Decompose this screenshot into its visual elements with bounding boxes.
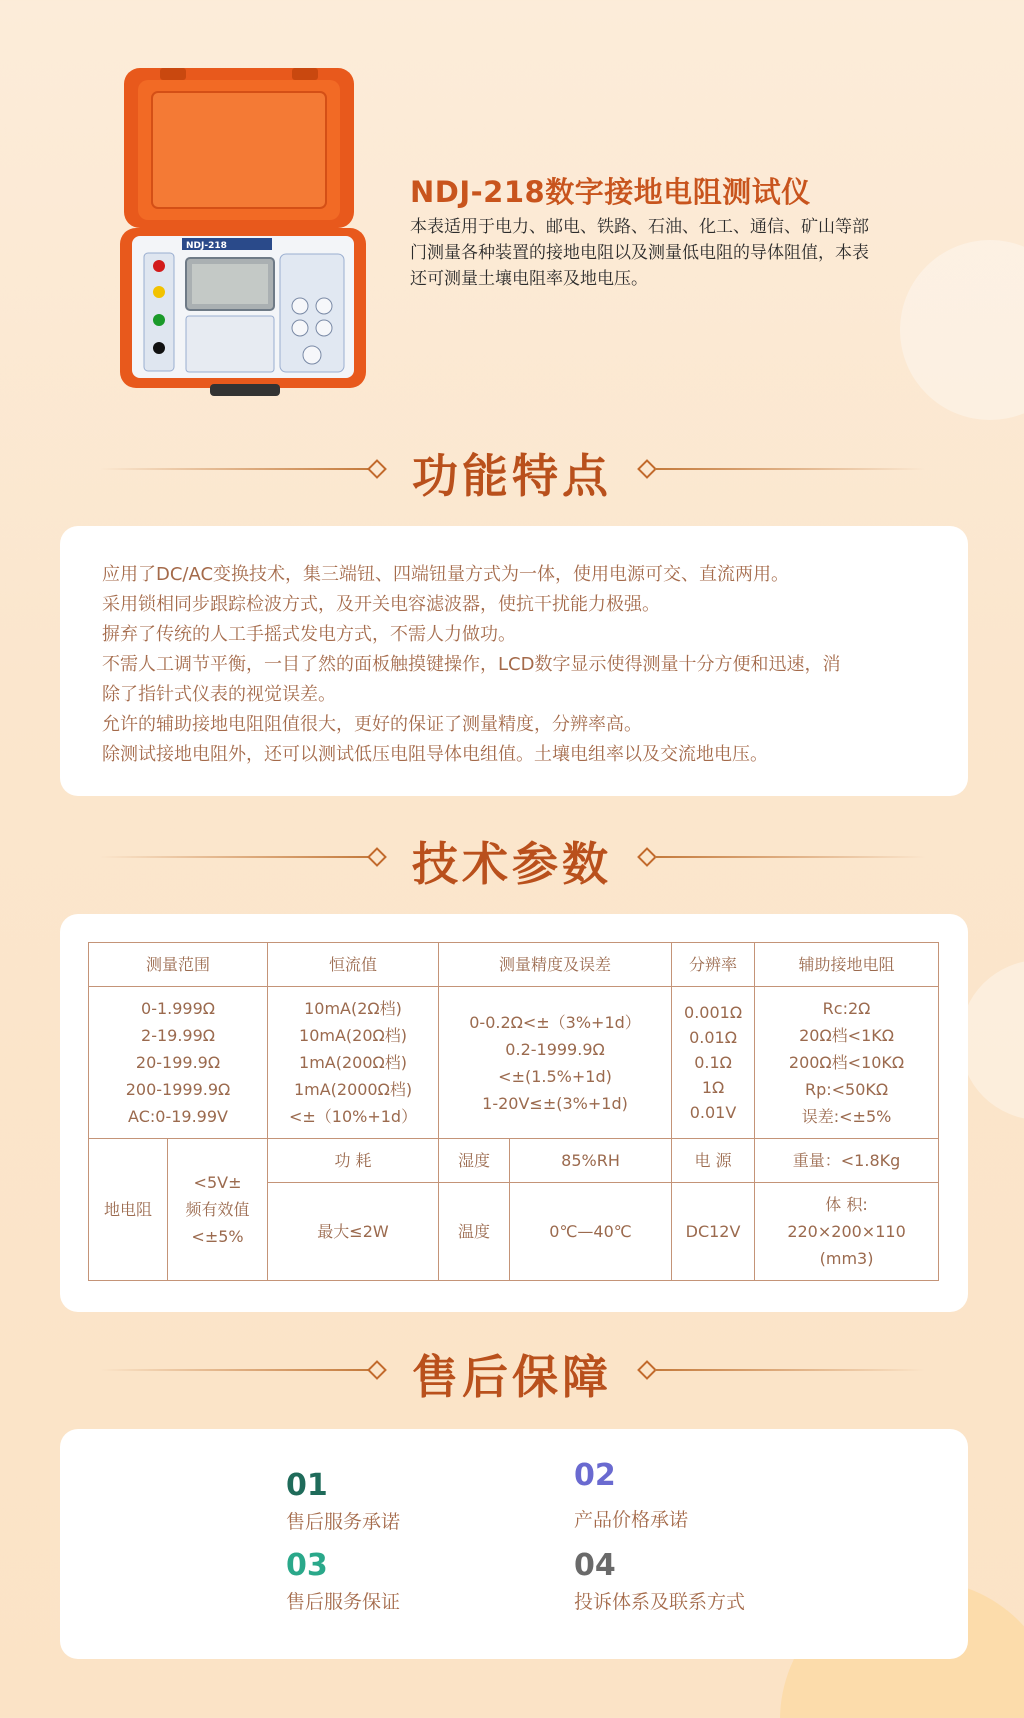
service-number: 04 bbox=[574, 1548, 616, 1583]
cell-line: 1mA(200Ω档) bbox=[299, 1053, 407, 1072]
table-header-cell: 测量范围 bbox=[89, 943, 268, 987]
cell-line: (mm3) bbox=[819, 1249, 874, 1268]
cell-line: AC:0-19.99V bbox=[128, 1107, 228, 1126]
product-desc-line: 还可测量土壤电阻率及地电压。 bbox=[410, 269, 648, 289]
product-description bbox=[410, 214, 910, 292]
cell-line: 频有效值 bbox=[185, 1200, 250, 1219]
table-row bbox=[89, 1139, 939, 1183]
cell-line: 10mA(20Ω档) bbox=[299, 1026, 407, 1045]
features-card bbox=[60, 526, 968, 796]
table-header-cell: 辅助接地电阻 bbox=[755, 943, 939, 987]
cell-line: 220×200×110 bbox=[787, 1222, 906, 1241]
product-desc-line: 本表适用于电力、邮电、铁路、石油、化工、通信、矿山等部 bbox=[410, 217, 869, 237]
table-cell-temp-label: 温度 bbox=[439, 1183, 510, 1281]
section-title: 售后保障 bbox=[412, 1350, 612, 1404]
cell-line: 0-1.999Ω bbox=[141, 999, 215, 1018]
service-number: 01 bbox=[286, 1468, 328, 1503]
table-header-row bbox=[89, 943, 939, 987]
table-header-cell: 恒流值 bbox=[268, 943, 439, 987]
table-cell-ground-label: 地电阻 bbox=[89, 1139, 168, 1281]
service-item bbox=[574, 1459, 688, 1532]
service-item bbox=[286, 1549, 400, 1614]
cell-line: 0.01V bbox=[689, 1103, 737, 1122]
cell-line: 0.001Ω bbox=[684, 1003, 743, 1022]
service-label: 投诉体系及联系方式 bbox=[574, 1591, 746, 1613]
service-item bbox=[286, 1469, 400, 1534]
service-label: 产品价格承诺 bbox=[574, 1509, 689, 1531]
table-cell-volume bbox=[755, 1183, 939, 1281]
section-title: 技术参数 bbox=[412, 837, 612, 891]
divider-line bbox=[655, 1369, 925, 1371]
bg-bubble bbox=[960, 960, 1024, 1120]
section-header-features bbox=[0, 434, 1024, 504]
divider-line bbox=[655, 856, 925, 858]
table-cell-temp-value: 0℃—40℃ bbox=[510, 1183, 672, 1281]
table-cell-humidity-value: 85%RH bbox=[510, 1139, 672, 1183]
cell-line: Rp:<50KΩ bbox=[804, 1080, 889, 1099]
table-cell-range bbox=[89, 987, 268, 1139]
cell-line: 误差:<±5% bbox=[801, 1107, 892, 1126]
cell-line: 10mA(2Ω档) bbox=[304, 999, 402, 1018]
bg-bubble bbox=[900, 240, 1024, 420]
table-cell-power-label: 功 耗 bbox=[268, 1139, 439, 1183]
section-header-after-sales bbox=[0, 1335, 1024, 1405]
cell-line: 0.1Ω bbox=[694, 1053, 732, 1072]
cell-line: 体 积: bbox=[825, 1195, 868, 1214]
table-row bbox=[89, 987, 939, 1139]
spec-table bbox=[88, 942, 939, 1281]
table-cell-power-value: 最大≤2W bbox=[268, 1183, 439, 1281]
table-cell-current bbox=[268, 987, 439, 1139]
service-number: 02 bbox=[574, 1458, 616, 1493]
product-title: NDJ-218数字接地电阻测试仪 bbox=[410, 175, 811, 209]
table-cell-humidity-label: 湿度 bbox=[439, 1139, 510, 1183]
cell-line: 20-199.9Ω bbox=[135, 1053, 221, 1072]
feature-line: 除了指针式仪表的视觉误差。 bbox=[102, 684, 336, 705]
service-item bbox=[574, 1549, 745, 1614]
cell-line: 1Ω bbox=[701, 1078, 725, 1097]
table-cell-ground-value bbox=[168, 1139, 268, 1281]
table-cell-weight: 重量：<1.8Kg bbox=[755, 1139, 939, 1183]
feature-line: 应用了DC/AC变换技术，集三端钮、四端钮量方式为一体，使用电源可交、直流两用。 bbox=[102, 564, 790, 585]
cell-line: 20Ω档<1KΩ bbox=[799, 1026, 894, 1045]
cell-line: 2-19.99Ω bbox=[141, 1026, 215, 1045]
service-label: 售后服务承诺 bbox=[286, 1511, 401, 1533]
section-header-params bbox=[0, 822, 1024, 892]
cell-line: 200Ω档<10KΩ bbox=[788, 1053, 905, 1072]
device-image bbox=[120, 68, 370, 398]
cell-line: <±(1.5%+1d) bbox=[498, 1066, 612, 1086]
feature-line: 不需人工调节平衡，一目了然的面板触摸键操作，LCD数字显示使得测量十分方便和迅速，消 bbox=[102, 654, 841, 675]
section-title: 功能特点 bbox=[412, 449, 612, 503]
cell-line: <5V± bbox=[193, 1173, 242, 1192]
table-cell-accuracy bbox=[439, 987, 672, 1139]
product-desc-line: 门测量各种装置的接地电阻以及测量低电阻的导体阻值，本表 bbox=[410, 243, 869, 263]
params-card bbox=[60, 914, 968, 1312]
cell-line: 0.2-1999.9Ω bbox=[505, 1039, 605, 1059]
table-cell-aux bbox=[755, 987, 939, 1139]
cell-line: Rc:2Ω bbox=[822, 999, 871, 1018]
table-cell-supply-label: 电 源 bbox=[672, 1139, 755, 1183]
after-sales-card bbox=[60, 1429, 968, 1659]
service-number: 03 bbox=[286, 1548, 328, 1583]
table-cell-supply-value: DC12V bbox=[672, 1183, 755, 1281]
feature-line: 除测试接地电阻外，还可以测试低压电阻导体电组值。土壤电组率以及交流地电压。 bbox=[102, 744, 768, 765]
cell-line: 1-20V≤±(3%+1d) bbox=[482, 1093, 628, 1113]
divider-line bbox=[655, 468, 925, 470]
feature-line: 摒弃了传统的人工手摇式发电方式，不需人力做功。 bbox=[102, 624, 516, 645]
device-panel-label: NDJ-218 bbox=[186, 241, 227, 251]
table-header-cell: 分辨率 bbox=[672, 943, 755, 987]
cell-line: 0-0.2Ω<±（3%+1d） bbox=[469, 1012, 641, 1032]
feature-line: 采用锁相同步跟踪检波方式，及开关电容滤波器，使抗干扰能力极强。 bbox=[102, 594, 660, 615]
service-label: 售后服务保证 bbox=[286, 1591, 401, 1613]
cell-line: <±（10%+1d） bbox=[288, 1107, 418, 1126]
cell-line: <±5% bbox=[191, 1227, 244, 1246]
cell-line: 0.01Ω bbox=[689, 1028, 737, 1047]
cell-line: 1mA(2000Ω档) bbox=[293, 1080, 413, 1099]
table-cell-resolution bbox=[672, 987, 755, 1139]
table-header-cell: 测量精度及误差 bbox=[439, 943, 672, 987]
feature-line: 允许的辅助接地电阻阻值很大，更好的保证了测量精度，分辨率高。 bbox=[102, 714, 642, 735]
cell-line: 200-1999.9Ω bbox=[125, 1080, 231, 1099]
